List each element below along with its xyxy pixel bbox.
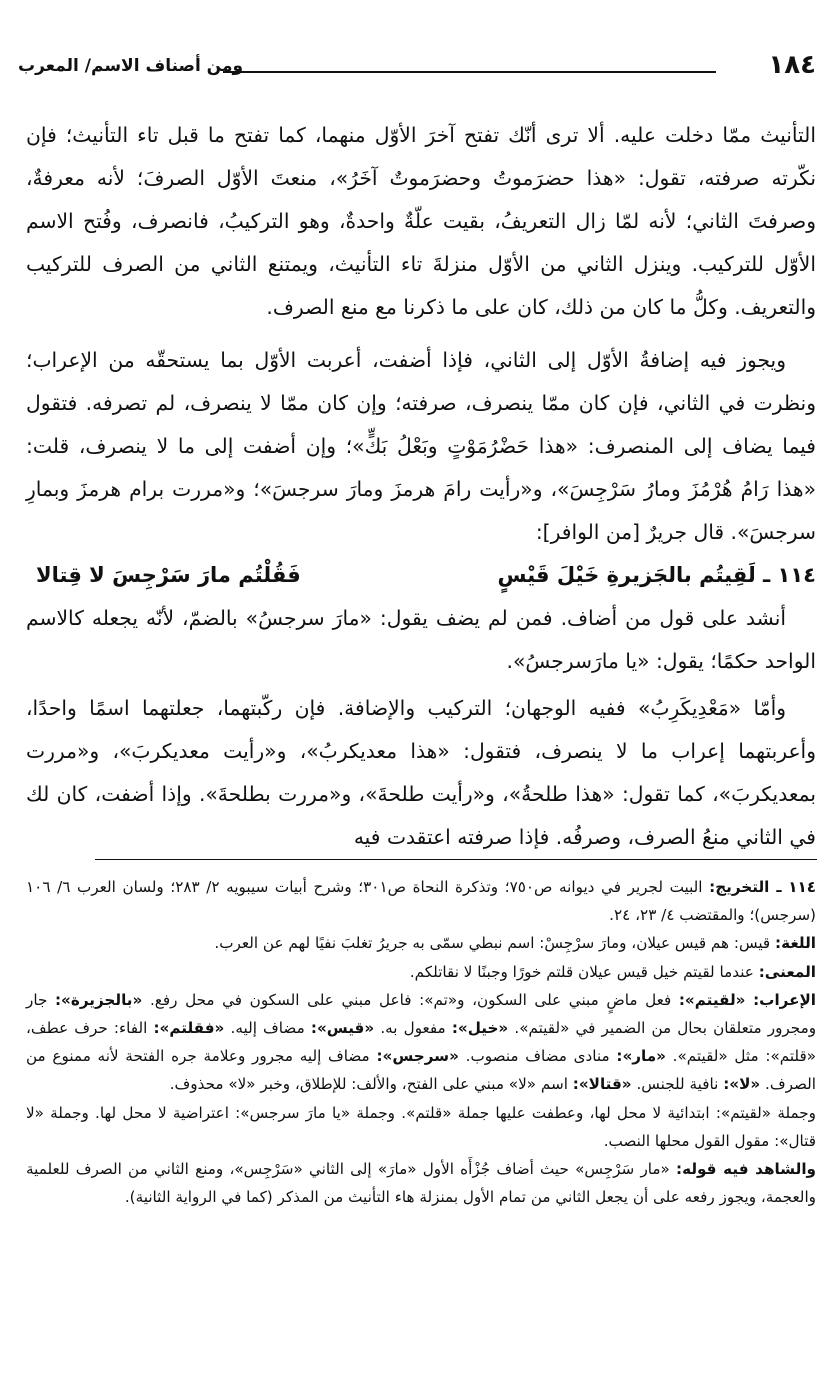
irab-term: «بالجزيرة»: [54,990,143,1009]
irab-term: «لا»: [723,1075,761,1094]
takhrij-text: البيت لجرير في ديوانه ص٧٥٠؛ وتذكرة النحاة ص٣٠١؛ وشرح أبيات سيبويه ٢/ ٢٨٣؛ ولسان العرب ٦/ ١٠٦ (سرجس)؛ والمقتضب ٤/ ٢٣، ٢٤. [26,878,816,925]
maana-label: المعنى: [758,962,816,981]
shahid-text: «مار سَرْجِس» حيث أضاف جُزْأَه الأول «مارَ» إلى الثاني «سَرْجِس»، ومنع الثاني من الصرف للعلمية والعجمة، ويجوز رفعه على أن يجعل الثاني من تمام الأول بمنزلة هاء التأنيث من المذكر (كما في الرواية الثانية). [26,1160,816,1207]
verse-line [26,554,816,597]
maana-text: عندما لقيتم خيل قيس عيلان قلتم خورًا وجبنًا لا نقاتلكم. [409,962,754,981]
verse-hemistich-1-text: ـ لَقِيتُم بالجَزيرةِ خَيْلَ قَيْسٍ [497,563,771,587]
note-takhrij [26,873,816,929]
verse-second-hemistich: فَقُلْتُم مارَ سَرْجِسَ لا قِتالا [36,563,301,587]
irab-text: الفاء: حرف عطف، «قلتم»: مثل «لقيتم». [26,1019,817,1066]
irab-text: منادى مضاف منصوب. [465,1047,610,1066]
irab-text: مضاف إليه. [230,1019,305,1038]
irab-text: نافية للجنس. [636,1075,719,1094]
verse-number: ١١٤ [777,563,816,587]
page-number: ١٨٤ [768,50,816,80]
lugha-text: قيس: هم قيس عيلان، ومارَ سرْجِسْ: اسم نبطي سمّى به جريرُ تغلبَ نفيًا لهم عن العرب. [214,934,771,953]
paragraph-3: أنشد على قول من أضاف. فمن لم يضف يقول: «مارَ سرجسُ» بالضمّ، لأنّه يجعله كالاسم الواحد حكمًا؛ يقول: «يا مارَسرجسُ». [26,606,816,673]
lugha-label: اللغة: [775,934,816,953]
paragraph-2: ويجوز فيه إضافةُ الأوّل إلى الثاني، فإذا أضفت، أعربت الأوّل بما يستحقّه من الإعراب؛ ونظرت في الثاني، فإن كان ممّا ينصرف، صرفته؛ وإن كان ممّا لا ينصرف، لم تصرفه. فتقول فيما يضاف إلى المنصرف: «هذا حَضْرُمَوْتٍ وبَعْلُ بَكٍّ»؛ وإن أضفت إلى ما لا ينصرف، قلت: «هذا رَامُ هُرْمُزَ ومارُ سَرْجِسَ»، و«رأيت رامَ هرمزَ ومارَ سرجسَ»؛ و«مررت برام هرمزَ وبمارِ سرجسَ». قال جريرٌ [من الوافر]: [26,348,816,544]
irab-term: «سرجس»: [376,1047,459,1066]
page-header [18,48,816,84]
irab-term: «لقيتم»: [678,990,746,1009]
irab-text: فعل ماضٍ مبني على السكون، و«تم»: فاعل مبني على السكون في محل رفع. [149,990,672,1009]
irab-text: مضاف إليه مجرور وعلامة جره الفتحة لأنه ممنوع من الصرف. [26,1047,816,1094]
note-irab [26,986,816,1099]
irab-term: «فقلتم»: [153,1019,225,1038]
header-rule [223,71,716,73]
verse-first-hemistich [498,554,816,597]
footnotes [26,873,816,1211]
running-title: ومن أصناف الاسم/ المعرب [18,56,244,76]
paragraph-1: التأنيث ممّا دخلت عليه. ألا ترى أنّك تفتح آخرَ الأوّل منهما، كما تفتح ما قبل تاء التأنيث؛ فإن نكّرته صرفته، تقول: «هذا حضرَموتُ وحضرَموتٌ آخَرُ»، منعتَ الأوّل الصرفَ؛ لأنه معرفةٌ، وصرفتَ الثاني؛ لأنه لمّا زال التعريفُ، بقيت علّةٌ واحدةٌ، وهو التركيبُ، فانصرف، وفُتح الاسم الأوّل للتركيب. وينزل الثاني من الأوّل منزلةَ تاء التأنيث، ويمتنع الثاني من الصرف للتركيب والتعريف. وكلُّ ما كان من ذلك، كان على ما ذكرنا مع منع الصرف. [26,123,816,319]
irab-term: «مار»: [616,1047,666,1066]
paragraph-4: وأمّا «مَعْدِيكَرِبُ» ففيه الوجهان؛ التركيب والإضافة. فإن ركّبتهما، جعلتهما اسمًا واحدًا، وأعربتهما إعراب ما لا ينصرف، فتقول: «هذا معديكربُ»، و«رأيت معديكربَ»، و«مررت بمعديكربَ»، كما تقول: «هذا طلحةُ»، و«رأيت طلحةَ»، و«مررت بطلحةَ». وإذا أضفت، كان لك في الثاني منعُ الصرف، وصرفُه. فإذا صرفته اعتقدت فيه [26,696,816,849]
irab-term: «قيس»: [310,1019,375,1038]
takhrij-label: ـ التخريج: [709,878,782,896]
footnote-rule [95,859,817,860]
irab-text: اسم «لا» مبني على الفتح، والألف: للإطلاق، وخبر «لا» محذوف. [169,1075,568,1094]
note-shahid [26,1155,816,1211]
irab-text: مفعول به. [380,1019,446,1038]
note-jumla: وجملة «لقيتم»: ابتدائية لا محل لها، وعطفت عليها جملة «قلتم». وجملة «يا مارَ سرجس»: اعتراضية لا محل لها. وجملة «لا قتال»: مقول القول محلها النصب. [26,1103,816,1150]
note-lugha [26,929,816,957]
irab-term: «قتالا»: [572,1075,632,1094]
main-text [26,114,816,859]
irab-text: جار ومجرور متعلقان بحال من الضمير في «لقيتم». [26,990,817,1038]
irab-label: الإعراب: [753,990,816,1009]
note-maana [26,958,816,986]
note-number: ١١٤ [788,878,817,896]
shahid-label: والشاهد فيه قوله: [676,1160,816,1179]
irab-term: «خيل»: [451,1019,509,1038]
